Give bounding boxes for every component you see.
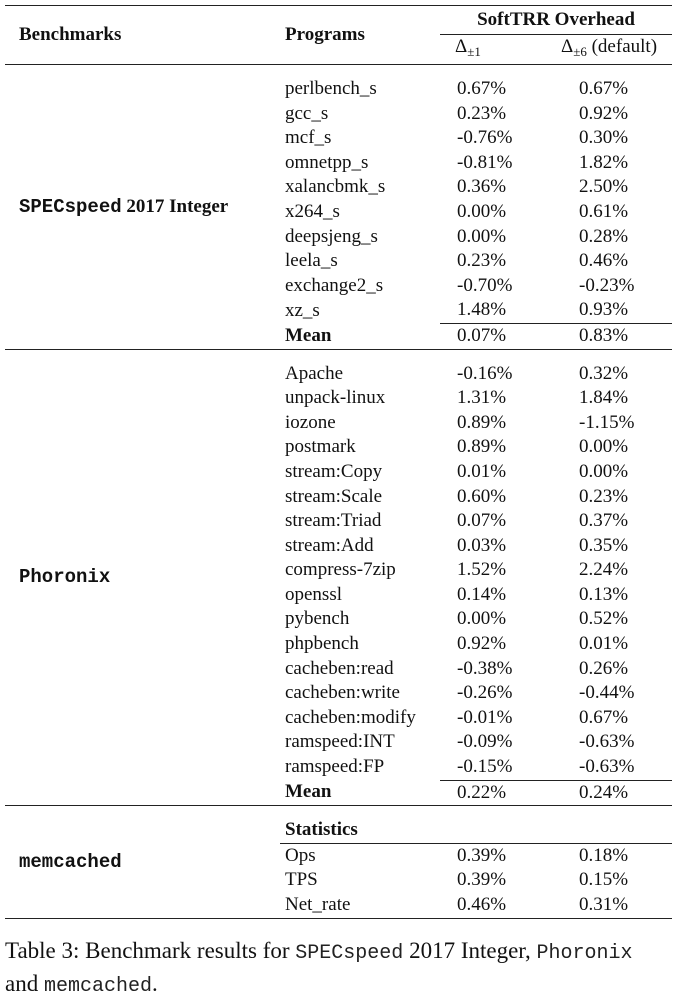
delta-6-value: 0.93% [579,299,629,321]
header-benchmarks: Benchmarks [19,24,122,45]
delta-6-value: 0.00% [579,436,629,458]
empty-cell [440,818,550,843]
delta-6-value: 0.35% [579,534,629,556]
delta-6-value: 0.01% [579,633,629,655]
header-delta-1 [440,35,550,65]
delta-6-value: -1.15% [579,411,635,433]
program-name: omnetpp_s [285,151,369,173]
delta-1-value: 0.03% [457,534,507,556]
header-softtrr-overhead: SoftTRR Overhead [440,6,672,35]
program-name: ramspeed:FP [285,756,385,778]
delta-6-value: 1.84% [579,387,629,409]
delta-1-value: 0.39% [440,843,550,868]
delta-6-value: 0.92% [579,102,629,124]
program-name: TPS [285,869,318,891]
spacer-cell [280,65,440,78]
delta-6-value: 0.13% [579,583,629,605]
delta-1-value: 1.48% [457,299,507,321]
delta-6-value: 0.67% [579,78,629,99]
delta-6-value: 0.37% [579,510,629,532]
statistics-header: Statistics [285,819,358,841]
delta-1-value: -0.38% [457,657,513,679]
delta-1-value: 0.14% [457,583,507,605]
delta-1-value: 0.39% [457,869,507,891]
group-spacer-row [5,349,672,362]
program-name: ramspeed:INT [285,731,395,753]
delta-6-value: 0.61% [579,200,629,222]
delta-6-value: 0.31% [550,893,672,918]
delta-6-value: -0.63% [579,731,635,753]
program-name: cacheben:modify [285,706,416,728]
program-name: stream:Triad [285,510,382,532]
delta-1-value: 1.52% [457,559,507,581]
delta-6-value: 0.32% [579,362,629,384]
program-name: stream:Scale [285,485,383,507]
empty-cell [550,818,672,843]
delta-1-value: 0.00% [457,608,507,630]
delta-6-subscript: ±6 [573,44,587,59]
delta-6-value: 0.23% [579,485,629,507]
program-name: unpack-linux [285,387,386,409]
benchmark-results-table [5,5,672,919]
program-name: Apache [285,362,344,384]
program-name: x264_s [285,200,340,222]
program-name: exchange2_s [285,274,384,296]
spacer-cell [550,349,672,362]
delta-1-value: 0.89% [457,411,507,433]
delta-6-value: 0.46% [579,250,629,272]
delta-6-value: 0.52% [579,608,629,630]
delta-1-value: -0.09% [457,731,513,753]
table-caption [5,936,671,1002]
delta-6-suffix: (default) [586,36,658,57]
mean-label: Mean [285,781,332,803]
spacer-cell [440,806,550,819]
mean-delta-1: 0.07% [440,323,550,349]
delta-1-value: 0.60% [457,485,507,507]
delta-6-value: 2.24% [579,559,629,581]
table-body [5,65,672,919]
program-name: iozone [285,411,336,433]
delta-1-value: 0.36% [457,176,507,198]
benchmark-name-rest: 2017 Integer [121,195,229,217]
delta-6-value: 0.28% [579,225,629,247]
delta-1-value: -0.01% [457,706,513,728]
delta-1-value: 1.31% [457,387,507,409]
delta-1-value: 0.89% [457,436,507,458]
delta-6-value: -0.44% [579,682,635,704]
program-name: cacheben:write [285,682,400,704]
delta-6-value: 0.26% [579,657,629,679]
mean-label: Mean [285,324,332,346]
benchmark-name [5,65,280,350]
program-name: deepsjeng_s [285,225,378,247]
delta-6-value: 0.18% [550,843,672,868]
delta-1-value: -0.26% [457,682,513,704]
program-name: openssl [285,583,342,605]
delta-1-value: -0.70% [457,274,513,296]
spacer-cell [280,806,440,819]
benchmark-name: Phoronix [5,349,280,806]
program-name: postmark [285,436,356,458]
benchmark-name-mono: SPECspeed [19,195,122,218]
program-name: stream:Add [285,534,374,556]
delta-1-value: -0.16% [457,362,513,384]
group-spacer-row [5,65,672,78]
delta-6-value: 0.15% [579,869,629,891]
delta-1-value: 0.07% [457,510,507,532]
header-programs: Programs [285,24,365,45]
delta-1-value: -0.81% [457,151,513,173]
caption-spec-rest: 2017 Integer, [403,938,531,963]
delta-1-value: 0.00% [457,225,507,247]
spacer-cell [550,65,672,78]
caption-and: and [5,971,44,996]
benchmark-name: memcached [5,806,280,918]
caption-spec-mono: SPECspeed [295,942,404,965]
delta-1-value: 0.46% [440,893,550,918]
delta-1-value: 0.23% [457,102,507,124]
spacer-cell [280,349,440,362]
caption-prefix: Table 3: Benchmark results for [5,938,296,963]
delta-symbol: Δ [455,36,468,57]
delta-6-value: -0.63% [579,756,635,778]
delta-1-value: 0.00% [457,200,507,222]
mean-delta-6: 0.83% [550,323,672,349]
delta-1-value: -0.76% [457,127,513,149]
program-name: xalancbmk_s [285,176,386,198]
program-name: leela_s [285,250,338,272]
program-name: stream:Copy [285,460,383,482]
program-name: phpbench [285,633,359,655]
group-spacer-row [5,806,672,819]
delta-1-value: 0.01% [457,460,507,482]
delta-6-value: 0.67% [579,706,629,728]
spacer-cell [550,806,672,819]
delta-6-value: -0.23% [579,274,635,296]
program-name: xz_s [285,299,320,321]
delta-1-value: -0.15% [457,756,513,778]
program-name: perlbench_s [285,78,377,99]
caption-phoronix-mono: Phoronix [536,942,633,965]
program-name: cacheben:read [285,657,394,679]
delta-1-value: 0.92% [457,633,507,655]
delta-symbol: Δ [561,36,574,57]
program-name: mcf_s [285,127,332,149]
delta-1-value: 0.23% [457,250,507,272]
program-name: Net_rate [280,893,440,918]
program-name: gcc_s [285,102,329,124]
delta-1-subscript: ±1 [467,44,481,59]
delta-6-value: 0.00% [579,460,629,482]
caption-memcached-mono: memcached [43,975,152,998]
table-header [5,6,672,65]
mean-delta-1: 0.22% [440,780,550,806]
spacer-cell [440,349,550,362]
delta-6-value: 0.30% [579,127,629,149]
delta-1-value: 0.67% [457,78,507,99]
caption-suffix: . [152,971,158,996]
delta-6-value: 2.50% [579,176,629,198]
results-table-container [5,5,672,919]
header-delta-6 [550,35,672,65]
mean-delta-6: 0.24% [550,780,672,806]
delta-6-value: 1.82% [579,151,629,173]
spacer-cell [440,65,550,78]
program-name: compress-7zip [285,559,396,581]
program-name: Ops [280,843,440,868]
program-name: pybench [285,608,350,630]
